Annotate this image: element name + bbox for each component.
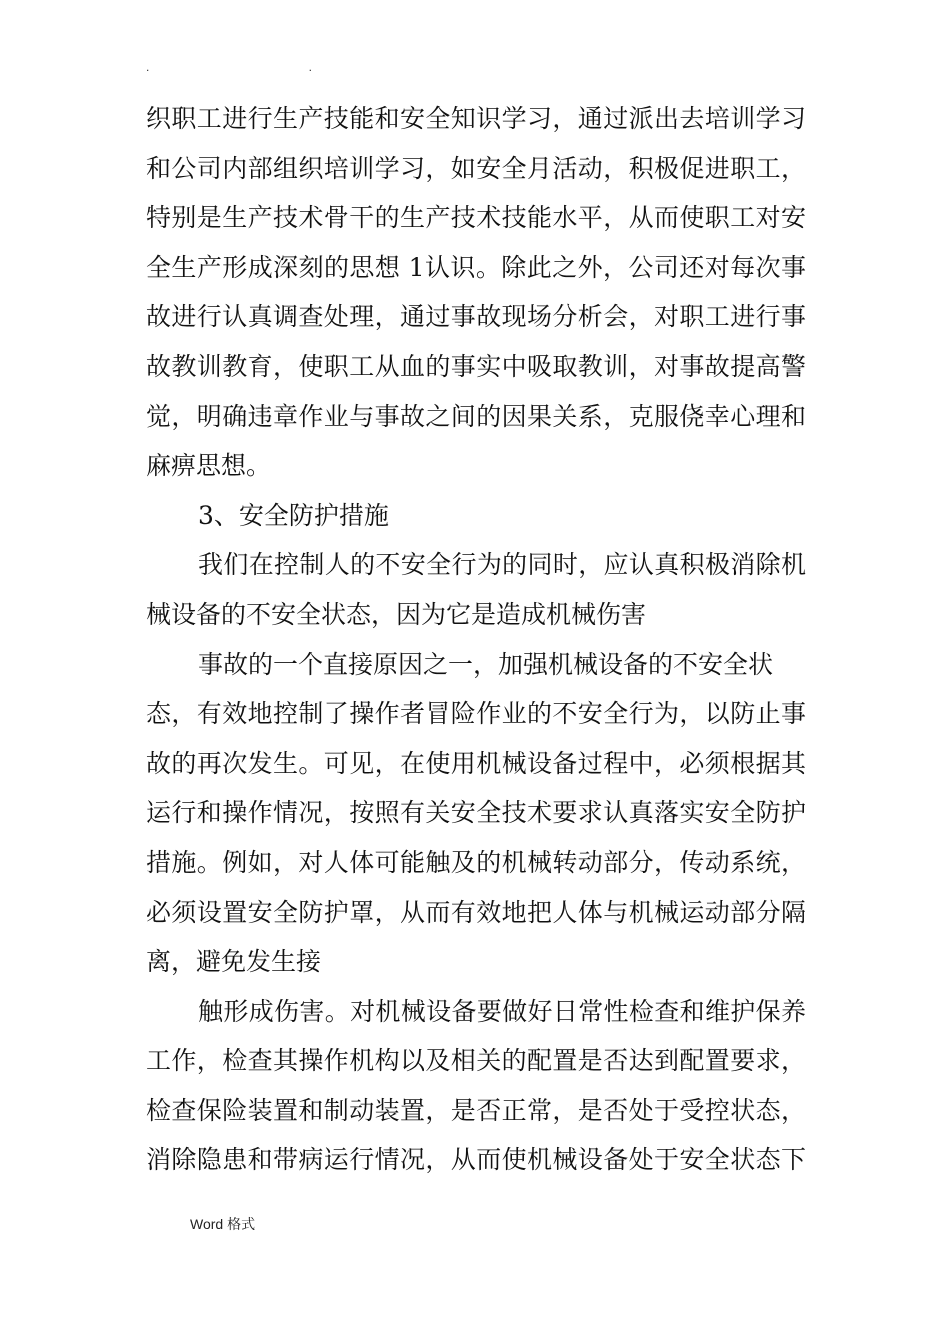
- text-line: 离，避免发生接: [146, 947, 322, 977]
- text-line: 检查保险装置和制动装置，是否正常，是否处于受控状态，: [146, 1095, 806, 1125]
- text-line: 态，有效地控制了操作者冒险作业的不安全行为，以防止事: [146, 699, 806, 729]
- text-line: 故进行认真调查处理，通过事故现场分析会，对职工进行事: [146, 302, 806, 332]
- text-line: 故的再次发生。可见，在使用机械设备过程中，必须根据其: [146, 748, 806, 778]
- section-heading: 3、安全防护措施: [198, 500, 389, 530]
- text-line: 械设备的不安全状态，因为它是造成机械伤害: [146, 599, 647, 629]
- document-body: [146, 94, 806, 1185]
- text-line: 故教训教育，使职工从血的事实中吸取教训，对事故提高警: [146, 351, 806, 381]
- text-line: 工作，检查其操作机构以及相关的配置是否达到配置要求，: [146, 1046, 806, 1076]
- text-line: 全生产形成深刻的思想 1认识。除此之外，公司还对每次事: [146, 252, 806, 282]
- text-line: 措施。例如，对人体可能触及的机械转动部分，传动系统，: [146, 847, 806, 877]
- text-line: 觉，明确违章作业与事故之间的因果关系，克服侥幸心理和: [146, 401, 806, 431]
- text-line: 必须设置安全防护罩，从而有效地把人体与机械运动部分隔: [146, 897, 806, 927]
- text-line: 消除隐患和带病运行情况，从而使机械设备处于安全状态下: [146, 1145, 806, 1175]
- text-line: 麻痹思想。: [146, 451, 272, 481]
- header-dots: . .: [146, 60, 391, 74]
- text-line: 我们在控制人的不安全行为的同时，应认真积极消除机: [198, 550, 806, 580]
- footer-label: Word 格式: [190, 1216, 256, 1232]
- text-line: 事故的一个直接原因之一，加强机械设备的不安全状: [198, 649, 774, 679]
- text-line: 织职工进行生产技能和安全知识学习，通过派出去培训学习: [146, 104, 806, 133]
- text-line: 特别是生产技术骨干的生产技术技能水平，从而使职工对安: [146, 203, 806, 233]
- text-line: 触形成伤害。对机械设备要做好日常性检查和维护保养: [198, 996, 806, 1026]
- text-line: 和公司内部组织培训学习，如安全月活动，积极促进职工，: [146, 153, 806, 183]
- text-line: 运行和操作情况，按照有关安全技术要求认真落实安全防护: [146, 798, 806, 828]
